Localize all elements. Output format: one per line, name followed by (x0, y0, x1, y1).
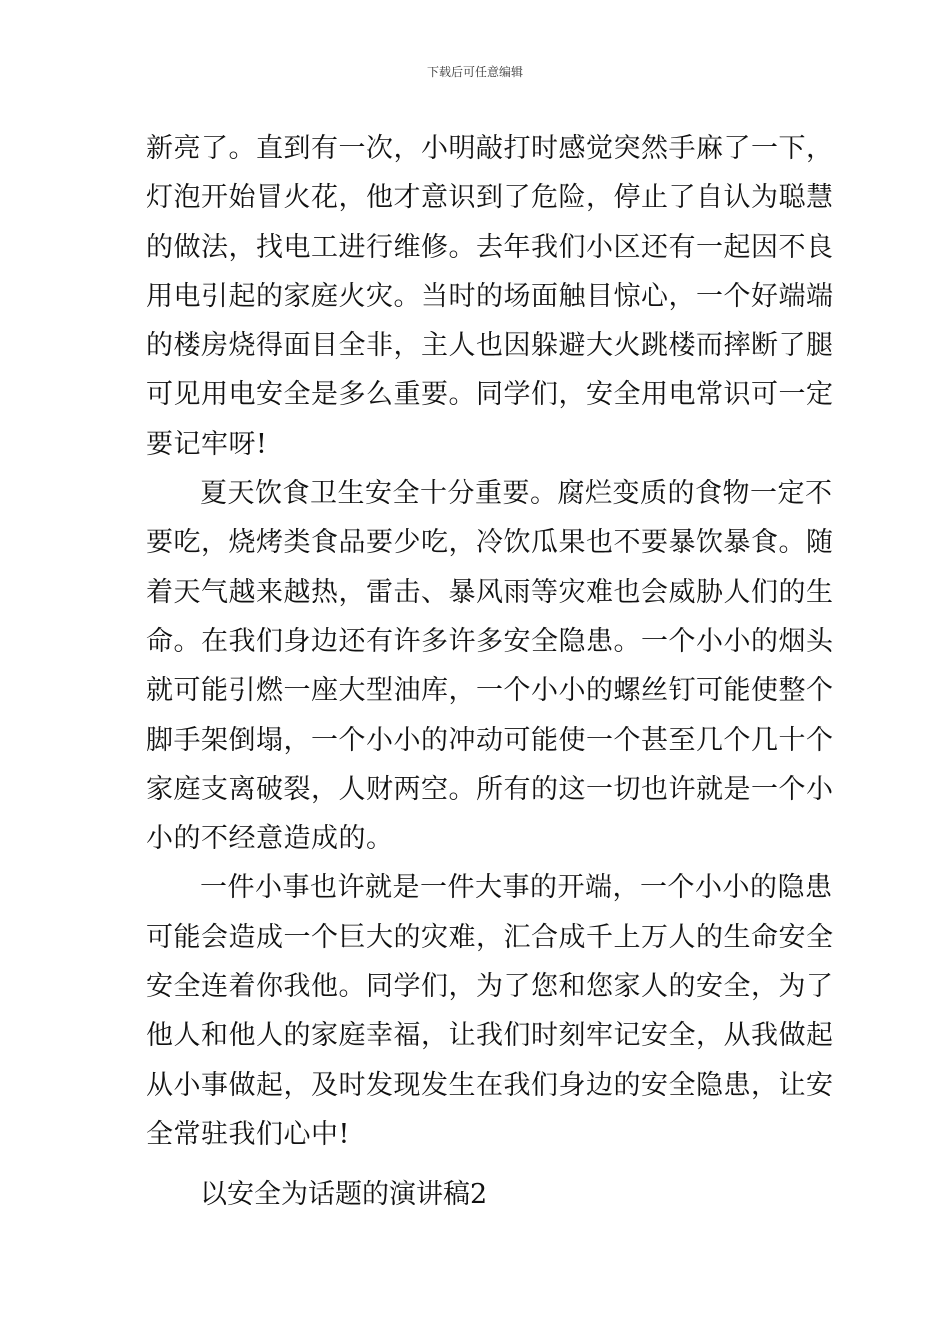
text-line: 全常驻我们心中! (146, 1118, 350, 1150)
text-line: 的楼房烧得面目全非，主人也因躲避大火跳楼而摔断了腿 (146, 330, 834, 362)
text-line: 着天气越来越热，雷击、暴风雨等灾难也会威胁人们的生 (146, 576, 834, 608)
section-heading: 以安全为话题的演讲稿2 (200, 1179, 488, 1211)
text-line: 新亮了。直到有一次，小明敲打时感觉突然手麻了一下， (146, 133, 834, 164)
paragraph-start-line: 夏天饮食卫生安全十分重要。腐烂变质的食物一定不 (200, 478, 833, 510)
text-line: 他人和他人的家庭幸福，让我们时刻牢记安全，从我做起 (146, 1020, 834, 1052)
text-line: 命。在我们身边还有许多许多安全隐患。一个小小的烟头 (146, 625, 834, 657)
text-line: 可见用电安全是多么重要。同学们，安全用电常识可一定 (146, 379, 834, 411)
text-line: 家庭支离破裂，人财两空。所有的这一切也许就是一个小 (146, 773, 834, 805)
text-line: 灯泡开始冒火花，他才意识到了危险，停止了自认为聪慧 (146, 182, 834, 214)
text-line: 小的不经意造成的。 (146, 823, 394, 855)
text-line: 从小事做起，及时发现发生在我们身边的安全隐患，让安 (146, 1069, 834, 1101)
text-line: 可能会造成一个巨大的灾难，汇合成千上万人的生命安全 (146, 921, 834, 953)
document-body (146, 124, 834, 1219)
text-line: 要吃，烧烤类食品要少吃，冷饮瓜果也不要暴饮暴食。随 (146, 527, 834, 559)
text-line: 安全连着你我他。同学们，为了您和您家人的安全，为了 (146, 971, 834, 1003)
text-line: 脚手架倒塌，一个小小的冲动可能使一个甚至几个几十个 (146, 724, 834, 756)
page-header-note: 下载后可任意编辑 (426, 65, 523, 79)
paragraph-start-line: 一件小事也许就是一件大事的开端，一个小小的隐患 (200, 872, 833, 904)
text-line: 的做法，找电工进行维修。去年我们小区还有一起因不良 (146, 231, 834, 263)
text-line: 就可能引燃一座大型油库，一个小小的螺丝钉可能使整个 (146, 675, 834, 707)
text-line: 用电引起的家庭火灾。当时的场面触目惊心，一个好端端 (146, 280, 834, 312)
text-line: 要记牢呀! (146, 428, 268, 460)
